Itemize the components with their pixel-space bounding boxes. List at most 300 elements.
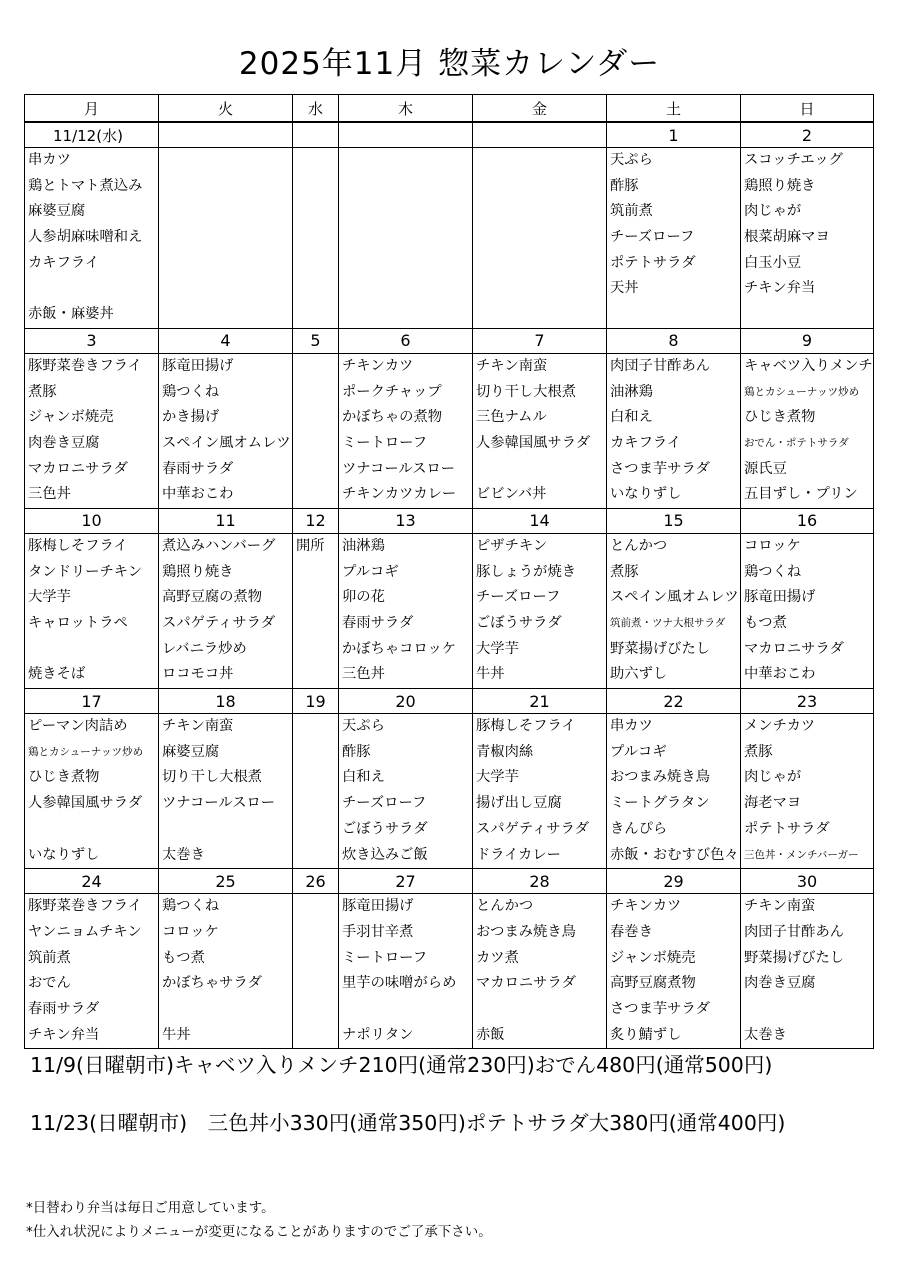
- menu-item: 人参韓国風サラダ: [28, 795, 143, 812]
- date-label: 15: [607, 508, 741, 533]
- menu-item: プルコギ: [342, 563, 399, 580]
- date-label: 21: [473, 689, 607, 714]
- menu-item: [293, 380, 338, 406]
- date-label: 10: [25, 508, 159, 533]
- menu-item: [25, 817, 158, 843]
- menu-item: 油淋鶏: [610, 383, 653, 400]
- menu-item: 豚竜田揚げ: [162, 357, 234, 374]
- menu-item: [293, 714, 338, 740]
- menu-item: 鶏つくね: [162, 383, 220, 400]
- day-menu-cell: [25, 894, 159, 1049]
- menu-item: 筑前煮: [610, 203, 653, 220]
- date-label: 23: [741, 689, 874, 714]
- menu-item: マカロニサラダ: [28, 460, 128, 477]
- day-menu-cell: [339, 533, 473, 688]
- menu-item: [293, 148, 338, 174]
- day-menu-cell: [339, 148, 473, 329]
- menu-item: 筑前煮: [28, 949, 71, 966]
- day-menu-cell: [607, 148, 741, 329]
- menu-item: [293, 354, 338, 380]
- menu-item: いなりずし: [28, 846, 100, 863]
- menu-item: ジャンボ焼売: [610, 949, 696, 966]
- menu-item: 野菜揚げびたし: [610, 640, 711, 657]
- menu-item: 油淋鶏: [342, 537, 385, 554]
- menu-item: ポークチャップ: [342, 383, 442, 400]
- menu-item: [339, 199, 472, 225]
- day-menu-cell: [293, 714, 339, 869]
- menu-item: 鶏とトマト煮込み: [28, 177, 143, 194]
- menu-item: コロッケ: [162, 923, 219, 940]
- menu-item: スペイン風オムレツ: [610, 589, 739, 606]
- menu-item: 天ぷら: [342, 718, 385, 735]
- menu-item: [293, 971, 338, 997]
- menu-item: マカロニサラダ: [744, 640, 844, 657]
- menu-item: 海老マヨ: [744, 795, 802, 812]
- menu-item: [293, 199, 338, 225]
- menu-item: 三色丼: [342, 666, 385, 683]
- day-menu-cell: [293, 148, 339, 329]
- menu-item: かぼちゃコロッケ: [342, 640, 457, 657]
- menu-item: ミートローフ: [342, 949, 428, 966]
- date-row: [25, 122, 874, 148]
- menu-item: メンチカツ: [744, 718, 816, 735]
- menu-item: [293, 997, 338, 1023]
- menu-item: [293, 740, 338, 766]
- menu-item: [339, 225, 472, 251]
- menu-item: 煮込みハンバーグ: [162, 537, 276, 554]
- menu-item: [159, 276, 292, 302]
- menu-item: 肉巻き豆腐: [744, 975, 816, 992]
- menu-item: 豚梅しそフライ: [28, 537, 128, 554]
- date-label: 11: [159, 508, 293, 533]
- menu-item: かぼちゃの煮物: [342, 409, 443, 426]
- menu-item: [293, 791, 338, 817]
- menu-item: [473, 225, 606, 251]
- weekday-header-row: [25, 95, 874, 123]
- menu-item: 春雨サラダ: [342, 615, 414, 631]
- menu-item: チキン弁当: [28, 1026, 100, 1043]
- menu-item: ナポリタン: [342, 1026, 414, 1043]
- menu-item: 肉じゃが: [744, 203, 802, 220]
- date-label: [293, 122, 339, 148]
- day-menu-cell: [741, 533, 874, 688]
- menu-item: スパゲティサラダ: [162, 615, 276, 631]
- menu-item: [293, 765, 338, 791]
- day-menu-cell: [473, 533, 607, 688]
- menu-item: おつまみ焼き鳥: [476, 923, 576, 940]
- menu-item: [339, 148, 472, 174]
- menu-item: 中華おこわ: [744, 666, 816, 683]
- menu-item: 鶏とカシューナッツ炒め: [744, 385, 860, 398]
- menu-row: [25, 148, 874, 329]
- menu-item: [473, 199, 606, 225]
- menu-item: [159, 817, 292, 843]
- menu-item: 野菜揚げびたし: [744, 949, 845, 966]
- menu-item: 三色ナムル: [476, 409, 547, 426]
- weekday-fri: 金: [473, 95, 607, 123]
- date-label: 5: [293, 328, 339, 353]
- menu-item: スペイン風オムレツ: [162, 434, 291, 451]
- menu-item: コロッケ: [744, 537, 801, 554]
- menu-item: チキンカツ: [342, 357, 414, 374]
- menu-item: チキン南蛮: [476, 357, 548, 374]
- menu-item: 煮豚: [610, 563, 639, 580]
- day-menu-cell: [473, 353, 607, 508]
- date-label: 3: [25, 328, 159, 353]
- menu-item: [293, 585, 338, 611]
- menu-item: タンドリーチキン: [28, 563, 143, 580]
- day-menu-cell: [607, 714, 741, 869]
- menu-item: 根菜胡麻マヨ: [744, 229, 830, 246]
- menu-item: ツナコールスロー: [162, 795, 276, 812]
- menu-item: もつ煮: [744, 615, 787, 631]
- menu-item: 春雨サラダ: [162, 460, 234, 477]
- day-menu-cell: [25, 714, 159, 869]
- menu-item: カキフライ: [28, 254, 100, 271]
- date-row: [25, 869, 874, 894]
- day-menu-cell: [293, 894, 339, 1049]
- menu-item: 鶏つくね: [162, 898, 220, 915]
- menu-item: 酢豚: [610, 177, 639, 194]
- day-menu-cell: [159, 894, 293, 1049]
- menu-item: [339, 174, 472, 200]
- date-label: 29: [607, 869, 741, 894]
- menu-item: 高野豆腐煮物: [610, 975, 696, 992]
- menu-item: ツナコールスロー: [342, 460, 456, 477]
- date-row: [25, 508, 874, 533]
- menu-item: [339, 251, 472, 277]
- menu-item: 肉じゃが: [744, 769, 802, 786]
- menu-item: かき揚げ: [162, 409, 220, 426]
- day-menu-cell: [741, 894, 874, 1049]
- menu-item: 煮豚: [744, 743, 773, 760]
- menu-item: 豚梅しそフライ: [476, 718, 576, 735]
- menu-item: 源氏豆: [744, 460, 787, 477]
- menu-row: [25, 894, 874, 1049]
- weekday-sun: 日: [741, 95, 874, 123]
- day-menu-cell: [741, 148, 874, 329]
- menu-item: [159, 148, 292, 174]
- menu-item: カキフライ: [610, 434, 682, 451]
- menu-item: ヤンニョムチキン: [28, 923, 142, 940]
- menu-item: [293, 817, 338, 843]
- menu-item: [293, 174, 338, 200]
- day-menu-cell: [339, 353, 473, 508]
- menu-item: [293, 637, 338, 663]
- menu-item: チキンカツ: [610, 898, 682, 915]
- menu-item: マカロニサラダ: [476, 975, 576, 992]
- date-label: 16: [741, 508, 874, 533]
- date-label: [473, 122, 607, 148]
- menu-item: レバニラ炒め: [162, 640, 247, 657]
- date-label: 14: [473, 508, 607, 533]
- menu-row: [25, 714, 874, 869]
- menu-item: 太巻き: [162, 846, 205, 863]
- menu-item: 人参胡麻味噌和え: [28, 229, 143, 246]
- menu-item: [293, 457, 338, 483]
- date-label: 19: [293, 689, 339, 714]
- date-label: 12: [293, 508, 339, 533]
- menu-item: スコッチエッグ: [744, 152, 843, 168]
- weekday-tue: 火: [159, 95, 293, 123]
- menu-item: ピザチキン: [476, 537, 548, 554]
- menu-item: 春巻き: [610, 923, 653, 940]
- menu-item: 切り干し大根煮: [162, 769, 263, 786]
- menu-item: [25, 276, 158, 302]
- menu-item: 豚しょうが焼き: [476, 563, 577, 580]
- date-row: [25, 689, 874, 714]
- menu-item: [473, 997, 606, 1023]
- menu-item: [473, 174, 606, 200]
- menu-item: 開所: [296, 537, 325, 554]
- date-label: 26: [293, 869, 339, 894]
- menu-item: [293, 611, 338, 637]
- menu-item: 鶏照り焼き: [744, 177, 816, 194]
- menu-item: チーズローフ: [342, 795, 427, 812]
- day-menu-cell: [293, 533, 339, 688]
- menu-item: 豚野菜巻きフライ: [28, 898, 142, 915]
- menu-item: 大学芋: [476, 769, 519, 786]
- menu-item: 人参韓国風サラダ: [476, 434, 591, 451]
- day-menu-cell: [473, 894, 607, 1049]
- menu-item: [159, 174, 292, 200]
- market-notice-2: 11/23(日曜朝市) 三色丼小330円(通常350円)ポテトサラダ大380円(通常400円): [30, 1111, 786, 1135]
- day-menu-cell: [473, 714, 607, 869]
- weekday-wed: 水: [293, 95, 339, 123]
- menu-item: 赤飯: [476, 1026, 505, 1043]
- day-menu-cell: [159, 353, 293, 508]
- menu-item: [293, 431, 338, 457]
- menu-item: 筑前煮・ツナ大根サラダ: [610, 617, 726, 629]
- date-label: [159, 122, 293, 148]
- menu-item: 揚げ出し豆腐: [476, 795, 562, 812]
- date-label: 27: [339, 869, 473, 894]
- day-menu-cell: [339, 894, 473, 1049]
- market-notice-1: 11/9(日曜朝市)キャベツ入りメンチ210円(通常230円)おでん480円(通常500円): [30, 1053, 773, 1077]
- menu-item: 鶏照り焼き: [162, 563, 234, 580]
- menu-item: 中華おこわ: [162, 486, 234, 503]
- menu-item: おでん・ポテトサラダ: [744, 436, 849, 449]
- menu-item: カツ煮: [476, 949, 519, 966]
- menu-item: [159, 997, 292, 1023]
- menu-item: ジャンボ焼売: [28, 409, 114, 426]
- menu-item: 手羽甘辛煮: [342, 923, 414, 940]
- menu-item: 太巻き: [744, 1026, 787, 1043]
- menu-item: [293, 946, 338, 972]
- date-label: 24: [25, 869, 159, 894]
- menu-item: 天丼: [610, 280, 639, 297]
- date-label: 4: [159, 328, 293, 353]
- menu-item: さつま芋サラダ: [610, 1000, 710, 1017]
- day-menu-cell: [473, 148, 607, 329]
- date-label: 13: [339, 508, 473, 533]
- date-label: 11/12(水): [25, 122, 159, 148]
- weekday-thu: 木: [339, 95, 473, 123]
- menu-calendar: [24, 94, 874, 1049]
- menu-item: 五目ずし・プリン: [744, 486, 858, 503]
- menu-item: 赤飯・おむすび色々: [610, 846, 739, 863]
- menu-item: 三色丼: [28, 486, 71, 503]
- menu-item: 肉団子甘酢あん: [610, 357, 711, 374]
- menu-item: [293, 482, 338, 508]
- date-label: 7: [473, 328, 607, 353]
- date-label: 20: [339, 689, 473, 714]
- menu-item: 麻婆豆腐: [28, 203, 86, 220]
- menu-item: 牛丼: [476, 666, 505, 683]
- menu-item: 白玉小豆: [744, 254, 802, 271]
- menu-item: ミートグラタン: [610, 795, 710, 812]
- weekday-mon: 月: [25, 95, 159, 123]
- menu-item: [339, 276, 472, 302]
- menu-item: 鶏つくね: [744, 563, 802, 580]
- menu-item: チキン南蛮: [162, 718, 234, 735]
- menu-item: [741, 997, 873, 1023]
- menu-item: チーズローフ: [610, 229, 695, 246]
- menu-item: ごぼうサラダ: [342, 820, 428, 837]
- menu-item: とんかつ: [476, 898, 534, 915]
- date-label: 1: [607, 122, 741, 148]
- menu-item: [293, 894, 338, 920]
- menu-item: [293, 1023, 338, 1049]
- menu-item: 卯の花: [342, 589, 385, 606]
- menu-item: ミートローフ: [342, 434, 428, 451]
- day-menu-cell: [741, 353, 874, 508]
- date-label: 8: [607, 328, 741, 353]
- date-label: 25: [159, 869, 293, 894]
- menu-item: 煮豚: [28, 383, 57, 400]
- day-menu-cell: [159, 148, 293, 329]
- menu-item: 焼きそば: [28, 666, 86, 683]
- menu-item: 炙り鯖ずし: [610, 1026, 682, 1043]
- day-menu-cell: [607, 353, 741, 508]
- menu-item: ピーマン肉詰め: [28, 718, 128, 735]
- menu-item: [159, 251, 292, 277]
- date-label: 17: [25, 689, 159, 714]
- date-label: [339, 122, 473, 148]
- menu-item: チーズローフ: [476, 589, 561, 606]
- menu-item: [293, 843, 338, 869]
- menu-item: 天ぷら: [610, 152, 653, 168]
- menu-item: チキン弁当: [744, 280, 816, 297]
- menu-item: 鶏とカシューナッツ炒め: [28, 745, 144, 758]
- page-title: 2025年11月 惣菜カレンダー: [238, 46, 661, 82]
- menu-item: ドライカレー: [476, 846, 561, 863]
- date-label: 2: [741, 122, 874, 148]
- menu-item: 三色丼・メンチバーガー: [744, 848, 859, 861]
- menu-item: [159, 199, 292, 225]
- day-menu-cell: [25, 533, 159, 688]
- menu-item: [293, 662, 338, 688]
- day-menu-cell: [741, 714, 874, 869]
- menu-item: チキン南蛮: [744, 898, 816, 915]
- day-menu-cell: [25, 148, 159, 329]
- menu-item: おでん: [28, 975, 71, 992]
- day-menu-cell: [159, 533, 293, 688]
- menu-item: 切り干し大根煮: [476, 383, 577, 400]
- menu-item: [159, 225, 292, 251]
- weekday-sat: 土: [607, 95, 741, 123]
- menu-item: もつ煮: [162, 949, 205, 966]
- day-menu-cell: [25, 353, 159, 508]
- menu-item: 酢豚: [342, 743, 371, 760]
- menu-item: [293, 276, 338, 302]
- date-label: 22: [607, 689, 741, 714]
- menu-item: ひじき煮物: [28, 769, 100, 786]
- menu-item: 大学芋: [476, 640, 519, 657]
- date-label: 18: [159, 689, 293, 714]
- menu-item: 赤飯・麻婆丼: [28, 306, 114, 323]
- footnote-1: *日替わり弁当は毎日ご用意しています。: [26, 1200, 275, 1216]
- menu-item: [25, 637, 158, 663]
- menu-item: [473, 457, 606, 483]
- menu-item: 牛丼: [162, 1026, 191, 1043]
- menu-item: [473, 148, 606, 174]
- menu-item: 豚竜田揚げ: [342, 898, 414, 915]
- menu-item: [293, 225, 338, 251]
- menu-item: 串カツ: [28, 152, 71, 168]
- menu-item: かぼちゃサラダ: [162, 975, 262, 992]
- menu-item: 豚竜田揚げ: [744, 589, 816, 606]
- menu-item: 麻婆豆腐: [162, 743, 220, 760]
- date-label: 9: [741, 328, 874, 353]
- menu-item: おつまみ焼き鳥: [610, 769, 710, 786]
- menu-item: 肉巻き豆腐: [28, 434, 100, 451]
- menu-item: 豚野菜巻きフライ: [28, 357, 142, 374]
- menu-item: 助六ずし: [610, 666, 668, 683]
- date-label: 28: [473, 869, 607, 894]
- date-label: 6: [339, 328, 473, 353]
- menu-row: [25, 353, 874, 508]
- menu-item: 串カツ: [610, 718, 653, 735]
- date-label: 30: [741, 869, 874, 894]
- menu-item: [473, 251, 606, 277]
- menu-item: 高野豆腐の煮物: [162, 589, 263, 606]
- menu-item: 炊き込みご飯: [342, 846, 428, 863]
- menu-item: ごぼうサラダ: [476, 615, 562, 631]
- menu-item: ポテトサラダ: [610, 254, 696, 271]
- menu-item: 白和え: [342, 769, 385, 786]
- menu-item: キャロットラペ: [28, 615, 128, 631]
- menu-item: ポテトサラダ: [744, 820, 830, 837]
- menu-item: ロコモコ丼: [162, 666, 234, 683]
- menu-item: 里芋の味噌がらめ: [342, 975, 457, 992]
- menu-item: [293, 920, 338, 946]
- menu-item: 春雨サラダ: [28, 1000, 100, 1017]
- menu-item: [293, 560, 338, 586]
- menu-item: プルコギ: [610, 743, 667, 760]
- menu-item: いなりずし: [610, 486, 682, 503]
- menu-item: 青椒肉絲: [476, 743, 534, 760]
- day-menu-cell: [607, 533, 741, 688]
- menu-item: 肉団子甘酢あん: [744, 923, 845, 940]
- menu-item: [293, 405, 338, 431]
- footnote-2: *仕入れ状況によりメニューが変更になることがありますのでご了承下さい。: [26, 1224, 492, 1240]
- menu-item: さつま芋サラダ: [610, 460, 710, 477]
- menu-item: チキンカツカレー: [342, 486, 457, 503]
- day-menu-cell: [293, 353, 339, 508]
- menu-item: きんぴら: [610, 820, 668, 837]
- menu-item: とんかつ: [610, 537, 668, 554]
- day-menu-cell: [607, 894, 741, 1049]
- menu-item: スパゲティサラダ: [476, 820, 590, 837]
- menu-item: 白和え: [610, 409, 653, 426]
- date-row: [25, 328, 874, 353]
- day-menu-cell: [159, 714, 293, 869]
- menu-item: [293, 251, 338, 277]
- menu-item: [339, 997, 472, 1023]
- menu-row: [25, 533, 874, 688]
- menu-item: [473, 276, 606, 302]
